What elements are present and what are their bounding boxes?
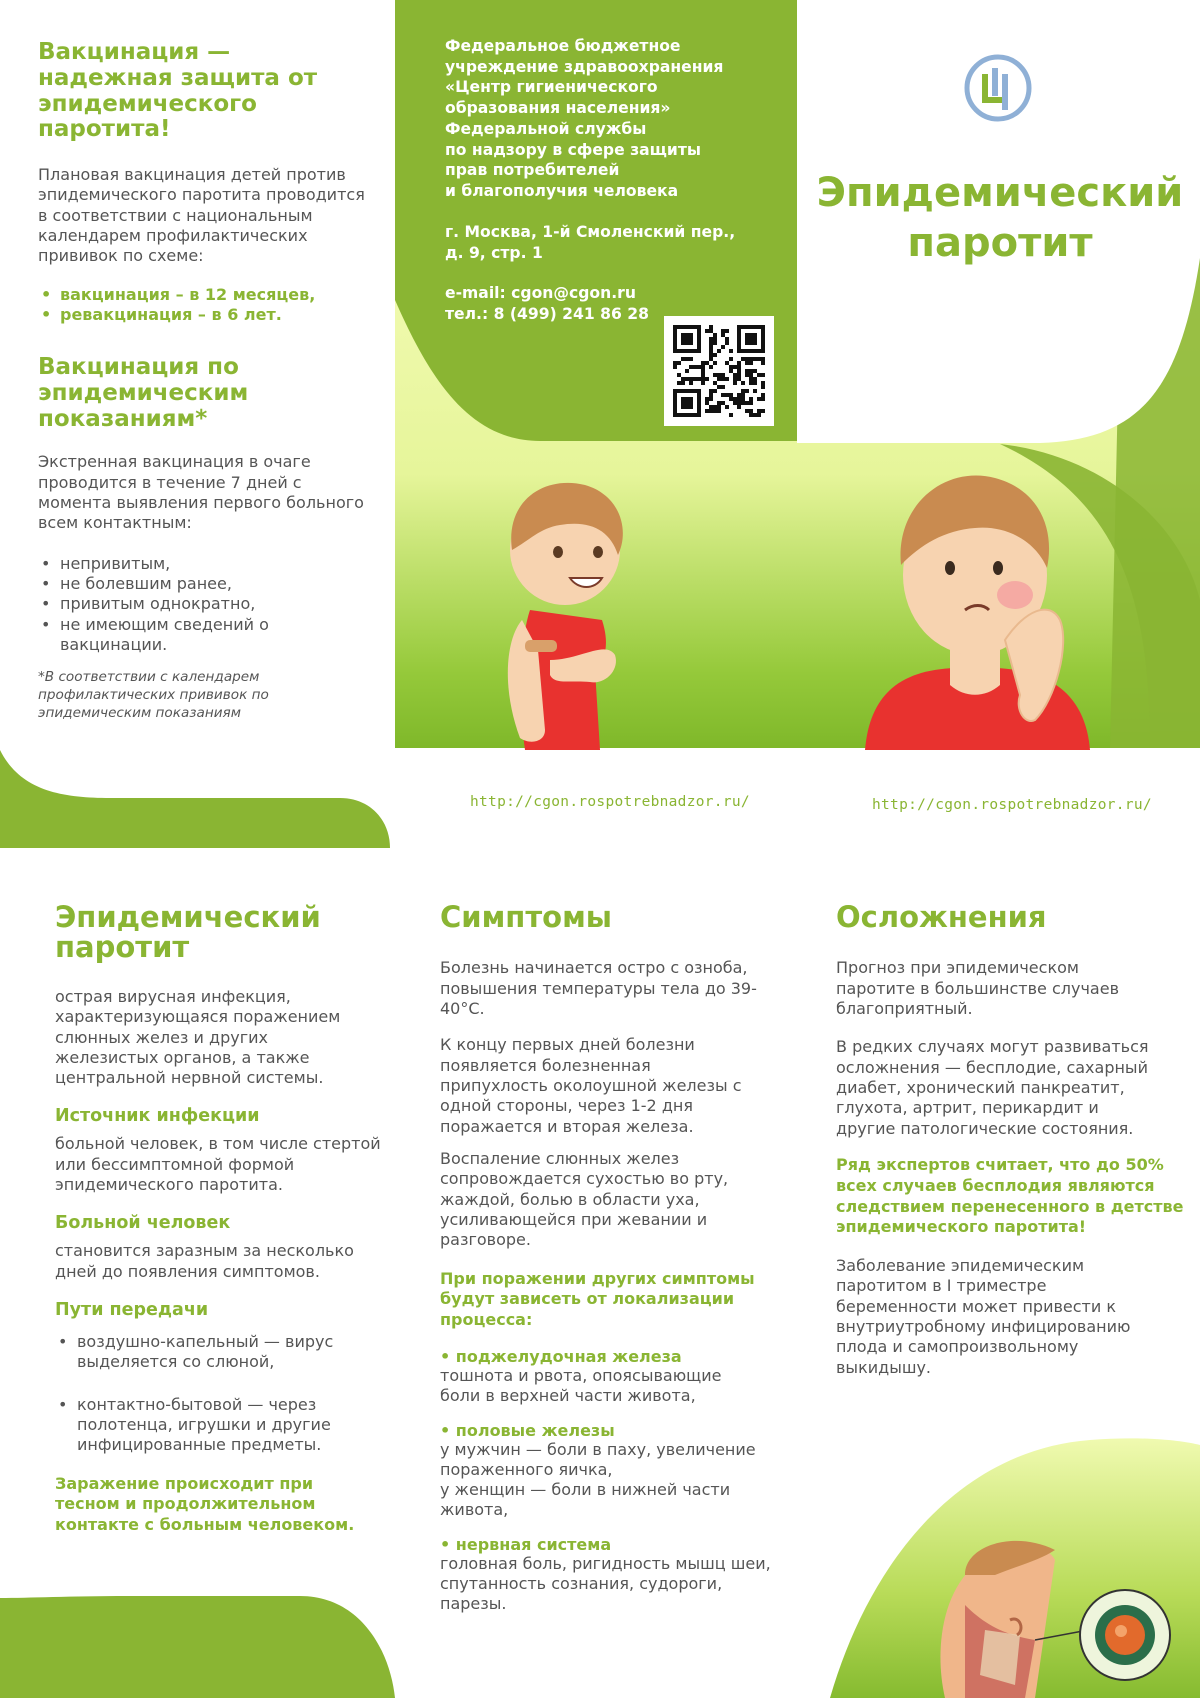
complications-panel [836, 902, 1196, 1378]
patient-heading: Больной человек [55, 1213, 231, 1234]
disease-definition: острая вирусная инфекция, характеризующаяся поражением слюнных желез и других железистых органов, а также центральной нервной системы. [55, 986, 341, 1088]
organ-desc: головная боль, ригидность мышц шеи, спутанность сознания, судороги, парезы. [440, 1553, 771, 1614]
bullet-icon: • [440, 1346, 456, 1366]
routes-heading: Пути передачи [55, 1300, 209, 1320]
list-item [440, 1535, 790, 1615]
org-email[interactable]: e-mail: cgon@cgon.ru [445, 284, 636, 303]
complications-p3: Заболевание эпидемическим паротитом в I триместре беременности может привести к внутриутробному инфицированию плода и самопроизвольному выкидышу. [836, 1256, 1131, 1377]
org-name [445, 36, 765, 202]
org-name-line: Федеральное бюджетное [445, 37, 681, 55]
patient-text: становится заразным за несколько дней до появления симптомов. [55, 1241, 354, 1281]
emergency-vaccination-text: Экстренная вакцинация в очаге проводится в течение 7 дней с момента выявления первого больного всем контактным: [38, 452, 364, 533]
list-item: • вакцинация – в 12 месяцев, [38, 285, 368, 305]
infection-note: Заражение происходит при тесном и продолжительном контакте с больным человеком. [55, 1473, 355, 1535]
organ-desc: тошнота и рвота, опоясывающие боли в верхней части живота, [440, 1365, 722, 1406]
organ-name-text: поджелудочная железа [455, 1346, 682, 1366]
emergency-vaccination-heading: Вакцинация по эпидемическим показаниям* [38, 354, 249, 432]
list-item: • контактно-бытовой — через полотенца, игрушки и другие инфицированные предметы. [55, 1395, 365, 1456]
cover-title: Эпидемический паротит [816, 170, 1184, 266]
organ-name [440, 1535, 790, 1554]
symptoms-panel [440, 902, 800, 1615]
child-vaccinated-illustration [490, 470, 660, 750]
list-item: • не болевшим ранее, [38, 574, 368, 594]
org-name-line: «Центр гигиенического [445, 78, 658, 97]
org-phone: тел.: 8 (499) 241 86 28 [445, 305, 649, 324]
org-name-line: Федеральной службы [445, 119, 647, 138]
disease-info-panel [55, 902, 415, 1536]
list-item: • воздушно-капельный — вирус выделяется со слюной, [55, 1332, 365, 1373]
org-address [445, 222, 765, 263]
cgon-logo-icon [963, 50, 1033, 126]
organ-list [440, 1347, 790, 1615]
list-item: • не имеющим сведений о вакцинации. [38, 615, 368, 656]
org-name-line: по надзору в сфере защиты [445, 140, 701, 159]
footnote: *В соответствии с календарем профилактических прививок по эпидемическим показаниям [38, 669, 269, 721]
list-item [440, 1421, 790, 1521]
complications-p2: В редких случаях могут развиваться осложнения — бесплодие, сахарный диабет, хронический панкреатит, глухота, артрит, перикардит и другие патологические состояния. [836, 1037, 1149, 1138]
organization-info [445, 36, 765, 325]
symptoms-p2: К концу первых дней болезни появляется болезненная припухлость околоушной железы с одной стороны, через 1-2 дня поражается и вторая железа. [440, 1035, 742, 1136]
list-item: • непривитым, [38, 554, 368, 574]
organ-desc: у мужчин — боли в паху, увеличение пораженного яичка, [440, 1439, 756, 1479]
list-item: • привитым однократно, [38, 594, 368, 614]
organ-desc: у женщин — боли в нижней части живота, [440, 1480, 731, 1520]
org-name-line: и благополучия человека [445, 182, 679, 201]
disease-title: Эпидемический паротит [55, 900, 321, 965]
expert-note: Ряд экспертов считает, что до 50% всех случаев бесплодия являются следствием перенесенного в детстве эпидемического паротита! [836, 1154, 1184, 1237]
other-symptoms-heading: При поражении других симптомы будут зависеть от локализации процесса: [440, 1268, 755, 1330]
list-item [440, 1347, 790, 1407]
symptoms-p1: Болезнь начинается остро с озноба, повышения температуры тела до 39-40°С. [440, 958, 757, 1019]
organ-name [440, 1347, 790, 1366]
bullet-icon: • [440, 1420, 456, 1440]
vaccination-intro: Плановая вакцинация детей против эпидемического паротита проводится в соответствии с национальным календарем профилактических прививок по схеме: [38, 165, 365, 266]
organ-name [440, 1421, 790, 1440]
org-name-line: учреждение здравоохранения [445, 57, 724, 76]
routes-list [55, 1332, 365, 1456]
organ-name-text: нервная система [455, 1534, 612, 1554]
vaccination-heading: Вакцинация — надежная защита от эпидемического паротита! [38, 39, 318, 143]
bullet-icon: • [440, 1534, 456, 1554]
org-name-line: прав потребителей [445, 161, 620, 180]
complications-title: Осложнения [836, 900, 1047, 934]
website-link[interactable]: http://cgon.rospotrebnadzor.ru/ [470, 794, 750, 810]
address-line: г. Москва, 1-й Смоленский пер., [445, 222, 736, 241]
qr-code[interactable] [664, 316, 774, 426]
list-item: • ревакцинация – в 6 лет. [38, 305, 368, 325]
org-name-line: образования населения» [445, 99, 671, 118]
organ-name-text: половые железы [455, 1420, 615, 1440]
qr-code-icon [673, 325, 765, 417]
sick-child-illustration [855, 470, 1095, 750]
address-line: д. 9, стр. 1 [445, 243, 543, 262]
vaccination-panel [38, 40, 368, 722]
symptoms-p3: Воспаление слюнных желез сопровождается сухостью во рту, жаждой, болью в области уха, усиливающейся при жевании и разговоре. [440, 1148, 729, 1250]
parotid-gland-illustration [925, 1535, 1180, 1698]
contacts-list [38, 554, 368, 656]
vaccination-schedule-list [38, 285, 368, 326]
complications-p1: Прогноз при эпидемическом паротите в большинстве случаев благоприятный. [836, 958, 1120, 1019]
symptoms-title: Симптомы [440, 900, 613, 934]
website-link[interactable]: http://cgon.rospotrebnadzor.ru/ [872, 797, 1152, 813]
source-text: больной человек, в том числе стертой или бессимптомной формой эпидемического паротита. [55, 1134, 381, 1195]
source-heading: Источник инфекции [55, 1106, 260, 1127]
